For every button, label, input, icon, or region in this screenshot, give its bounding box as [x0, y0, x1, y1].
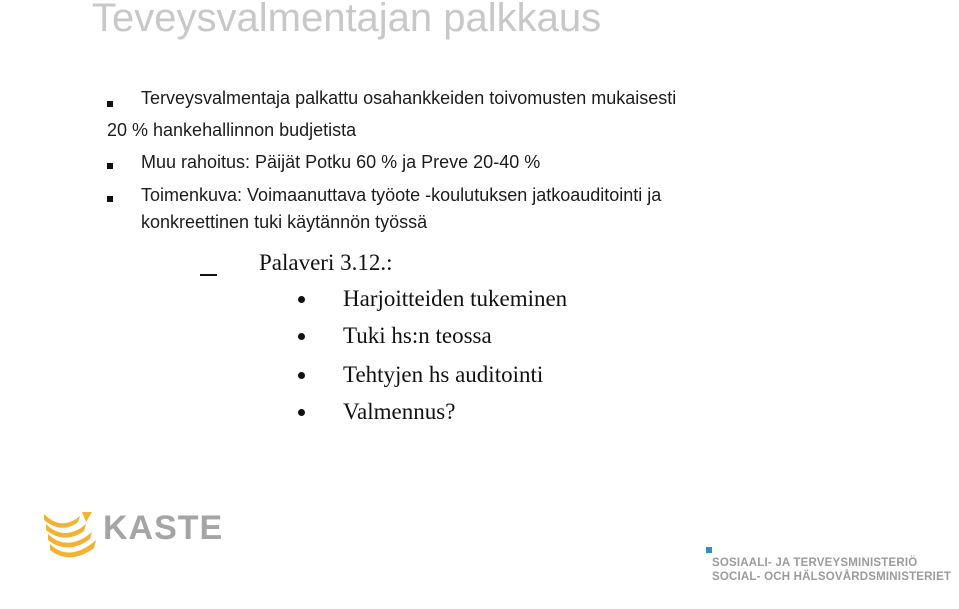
bullet-2-line-1: Muu rahoitus: Päijät Potku 60 % ja Preve 20-40 % [141, 152, 541, 172]
bullet-1-line-1: Terveysvalmentaja palkattu osahankkeiden toivomusten mukaisesti [141, 88, 677, 108]
dash-bullet-icon [200, 274, 217, 276]
sub-item-2: Tuki hs:n teossa [343, 323, 492, 348]
ministry-logo-icon [706, 547, 712, 553]
square-bullet-icon [107, 163, 113, 169]
dot-bullet-icon [298, 296, 305, 303]
sub-item-3: Tehtyjen hs auditointi [343, 362, 544, 387]
dot-bullet-icon [298, 333, 305, 340]
ministry-name-swedish: SOCIAL- OCH HÄLSOVÅRDSMINISTERIET [712, 571, 952, 583]
kaste-logo-icon [42, 510, 98, 562]
dot-bullet-icon [298, 409, 305, 416]
bullet-3-line-1: Toimenkuva: Voimaanuttava työote -koulutuksen jatkoauditointi ja [141, 185, 662, 205]
dot-bullet-icon [298, 372, 305, 379]
kaste-logo-text: KASTE [103, 509, 224, 547]
sub-item-4: Valmennus? [343, 399, 456, 424]
ministry-name-finnish: SOSIAALI- JA TERVEYSMINISTERIÖ [712, 557, 918, 569]
slide-title: Teveysvalmentajan palkkaus [92, 0, 602, 40]
square-bullet-icon [107, 196, 113, 202]
bullet-1-line-2: 20 % hankehallinnon budjetista [107, 120, 357, 140]
bullet-3-line-2: konkreettinen tuki käytännön työssä [141, 212, 428, 232]
meeting-heading: Palaveri 3.12.: [259, 250, 393, 275]
sub-item-1: Harjoitteiden tukeminen [343, 286, 568, 311]
square-bullet-icon [107, 101, 113, 107]
